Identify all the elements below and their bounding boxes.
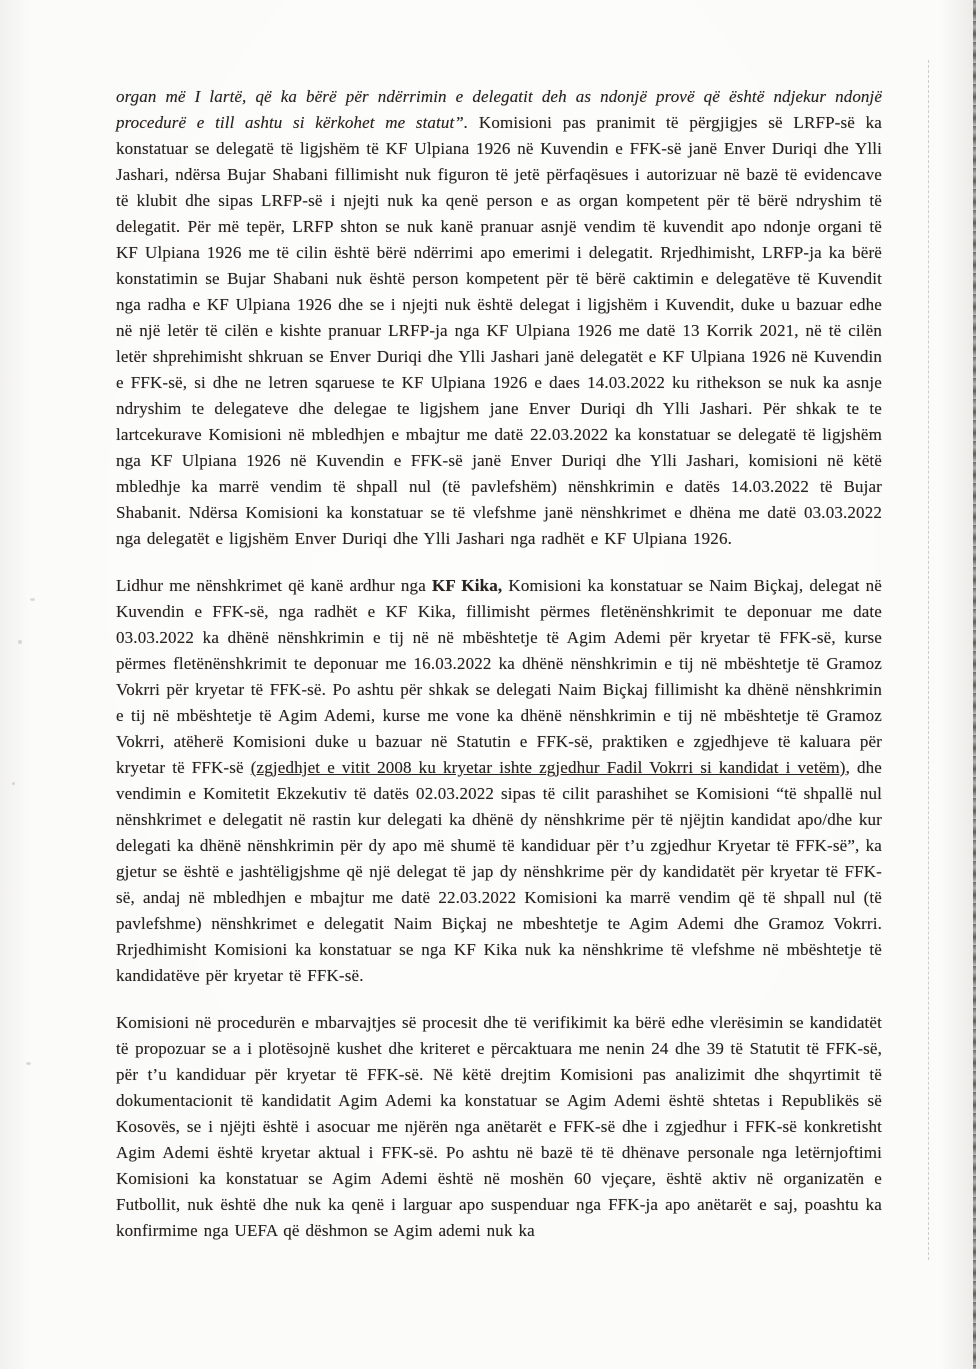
paragraph	[116, 573, 882, 989]
scan-speck	[26, 1062, 31, 1065]
text-segment: , dhe vendimin e Komitetit Ekzekutiv të datës 02.03.2022 sipas të cilit parashihet se Komisioni “të shpallë nul nënshkrimet e delegatit në rastin kur delegati ka dhënë dy nënshkrime për të njëjtin kandidat apo/dhe kur delegati ka dhënë nënshkrimin për dy apo më shumë të kandiduar për t’u zgjedhur Kryetar të FFK-së”, ka gjetur se është e jashtëligjshme që një delegat të jap dy nënshkrime për dy kandidatët për kryetar të FFK-së, andaj në mbledhjen e mbajtur me datë 22.03.2022 Komisioni ka marrë vendim që të shpall nul (të pavlefshme) nënshkrimet e delegatit Naim Biçkaj ne mbeshtetje te Agim Ademi dhe Gramoz Vokrri. Rrjedhimisht Komisioni ka konstatuar se nga KF Kika nuk ka nënshkrime të vlefshme në mbështetje të kandidatëve për kryetar të FFK-së.	[116, 758, 883, 985]
scan-speck	[18, 640, 22, 644]
scan-speck	[30, 598, 35, 601]
scan-edge-dashed-line	[928, 60, 929, 1260]
paragraph	[116, 1010, 882, 1244]
paragraph	[116, 84, 882, 552]
text-segment: Komisioni në procedurën e mbarvajtjes së procesit dhe të verifikimit ka bërë edhe vlerësimin se kandidatët të propozuar se a i plotësojnë kushet dhe kriteret e përcaktuara me nenin 24 dhe 39 të Statutit të FFK-së, për t’u kandiduar për kryetar të FFK-së. Në këtë drejtim Komisioni pas analizimit dhe shqyrtimit të dokumentacionit të kandidatit Agim Ademi ka konstatuar se Agim Ademi është shtetas i Republikës së Kosovës, se i njëjti është i asocuar me njërën nga anëtarët e FFK-së dhe i zgjedhur i FFK-së konkretisht Agim Ademi është kryetar aktual i FFK-së. Po ashtu në bazë të të dhënave personale nga letërnjoftimi Komisioni ka konstatuar se Agim Ademi është në moshën 60 vjeçare, është aktiv në organizatën e Futbollit, nuk është dhe nuk ka qenë i larguar apo suspenduar nga FFK-ja apo anëtarët e saj, poashtu ka konfirmime nga UEFA që dëshmon se Agim ademi nuk ka	[116, 1013, 882, 1240]
text-segment: KF Kika,	[432, 576, 503, 595]
scan-speck	[12, 782, 15, 785]
scan-binding-shadow	[973, 0, 976, 1369]
text-segment: Komisioni ka konstatuar se Naim Biçkaj, delegat në Kuvendin e FFK-së, nga radhët e KF Kika, fillimisht përmes fletënënshkrimit te deponuar me date 03.03.2022 ka dhënë nënshkrimin e tij në në mbështetje të Agim Ademi për kryetar të FFK-së, kurse përmes fletënënshkrimit te deponuar me 16.03.2022 ka dhënë nënshkrimin e tij në mbështetje të Gramoz Vokrri për kryetar të FFK-së. Po ashtu për shkak se delegati Naim Biçkaj fillimisht ka dhënë nënshkrimin e tij në mbështetje të Agim Ademi, kurse me vone ka dhënë nënshkrimin e tij në mbështetje të Gramoz Vokrri, atëherë Komisioni duke u bazuar në Statutin e FFK-së, praktiken e zgjedhjeve të kaluara për kryetar të FFK-së	[116, 576, 882, 777]
text-segment: Lidhur me nënshkrimet që kanë ardhur nga	[116, 576, 433, 595]
text-segment: (zgjedhjet e vitit 2008 ku kryetar ishte zgjedhur Fadil Vokrri si kandidat i vetëm)	[250, 758, 846, 777]
text-segment: Komisioni pas pranimit të përgjigjes së LRFP-së ka konstatuar se delegatë të ligjshëm të KF Ulpiana 1926 në Kuvendin e FFK-së janë Enver Duriqi dhe Ylli Jashari, ndërsa Bujar Shabani fillimisht nuk figuron të jetë përfaqësues i autorizuar në bazë të evidencave të klubit dhe sipas LRFP-së i njejti nuk ka qenë person e as organ kompetent për të bërë ndryshim të delegatit. Për më tepër, LRFP shton se nuk kanë pranuar asnjë vendim të kuvendit apo ndonje organi të KF Ulpiana 1926 me të cilin është bërë ndërrimi apo emerimi i delegatit. Rrjedhimisht, LRFP-ja ka bërë konstatimin se Bujar Shabani nuk është person kompetent për të bërë caktimin e delegatëve të Kuvendit nga radha e KF Ulpiana 1926 dhe se i njejti nuk është delegat i ligjshëm i Kuvendit, duke u bazuar edhe në një letër të cilën e kishte pranuar LRFP-ja nga KF Ulpiana 1926 me datë 13 Korrik 2021, në të cilën letër shprehimisht shkruan se Enver Duriqi dhe Ylli Jashari janë delegatët e KF Ulpiana 1926 në Kuvendin e FFK-së, si dhe ne letren sqaruese te KF Ulpiana 1926 e daes 14.03.2022 ku rithekson se nuk ka asnje ndryshim te delegateve dhe delegae te ligjshem jane Enver Duriqi dh Ylli Jashari. Për shkak te te lartcekurave Komisioni në mbledhjen e mbajtur me datë 22.03.2022 ka konstatuar se delegatë të ligjshëm nga KF Ulpiana 1926 në Kuvendin e FFK-së janë Enver Duriqi dhe Ylli Jashari, komisioni në këtë mbledhje ka marrë vendim të shpall nul (të pavlefshëm) nënshkrimin e datës 14.03.2022 të Bujar Shabanit. Ndërsa Komisioni ka konstatuar se të vlefshme janë nënshkrimet e dhëna me datë 03.03.2022 nga delegatët e ligjshëm Enver Duriqi dhe Ylli Jashari nga radhët e KF Ulpiana 1926.	[116, 113, 883, 548]
text-segment: organ më I lartë, që ka bërë për ndërrimin e delegatit deh as ndonjë provë që është ndjekur ndonjë procedurë e till ashtu si kërkohet me statut”.	[116, 87, 882, 132]
document-body	[116, 84, 882, 1265]
